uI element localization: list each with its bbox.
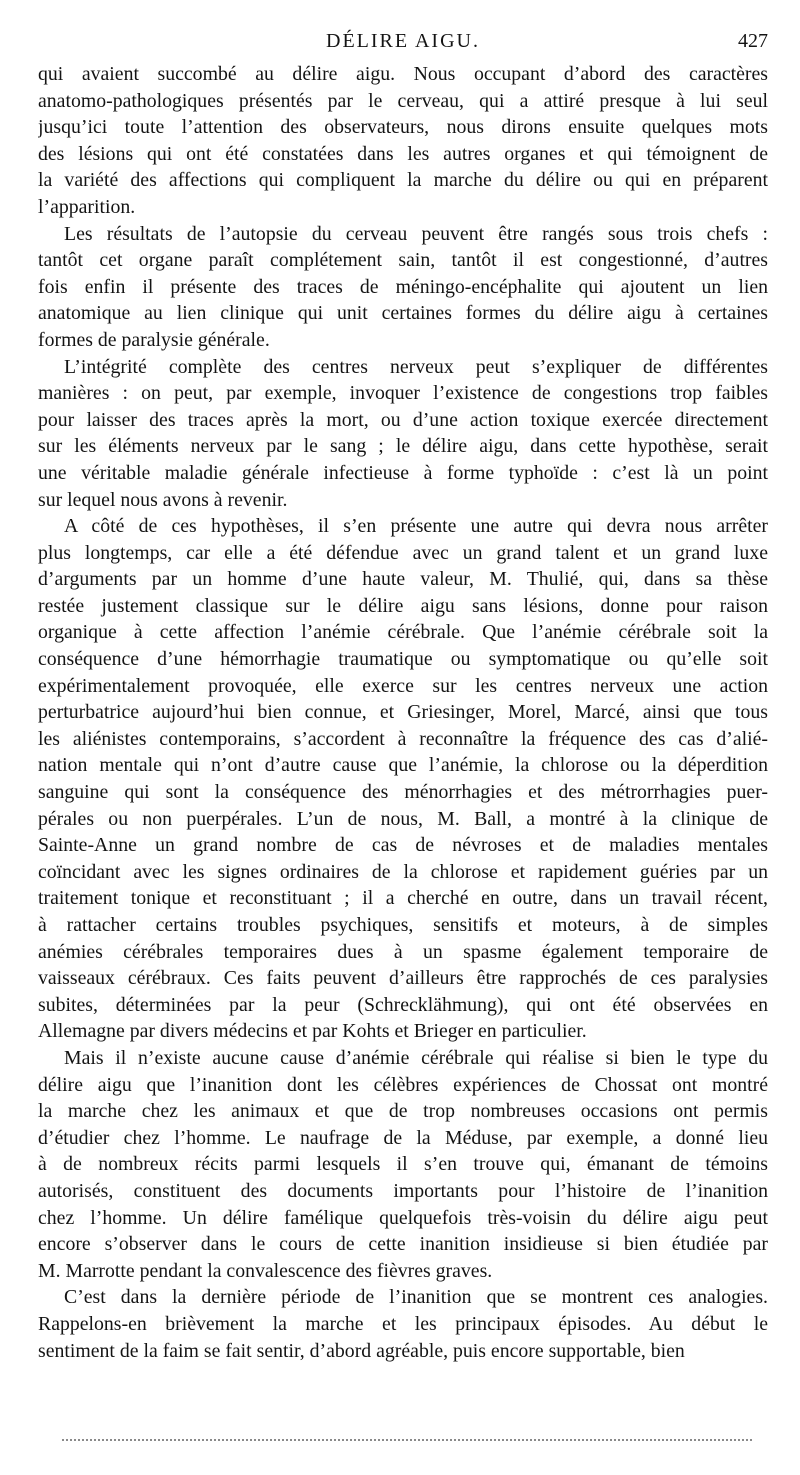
text-line: anatomo-pathologiques présentés par le cerveau, qui a attiré presque à lui seul <box>38 89 768 112</box>
text-line: à de nombreux récits parmi lesquels il s’en trouve qui, émanant de témoins <box>38 1153 768 1176</box>
page-number: 427 <box>738 30 768 52</box>
text-line: M. Marrotte pendant la convalescence des fièvres graves. <box>38 1259 493 1282</box>
text-line: subites, déterminées par la peur (Schrecklähmung), qui ont été observées en <box>38 993 768 1016</box>
text-line: chez l’homme. Un délire famélique quelquefois très-voisin du délire aigu peut <box>38 1206 768 1229</box>
text-line: anémies cérébrales temporaires dues à un spasme également temporaire de <box>38 940 768 963</box>
text-line: d’arguments par un homme d’une haute valeur, M. Thulié, qui, dans sa thèse <box>38 568 768 591</box>
text-line: organique à cette affection l’anémie cérébrale. Que l’anémie cérébrale soit la <box>38 621 768 644</box>
page-header <box>38 30 768 60</box>
text-line: restée justement classique sur le délire aigu sans lésions, donne pour raison <box>38 594 768 617</box>
text-line: des lésions qui ont été constatées dans les autres organes et qui témoignent de <box>38 142 768 165</box>
text-line: d’étudier chez l’homme. Le naufrage de la Méduse, par exemple, a donné lieu <box>38 1126 768 1149</box>
text-line: expérimentalement provoquée, elle exerce sur les centres nerveux une action <box>38 674 768 697</box>
text-line: pour laisser des traces après la mort, ou d’une action toxique exercée directement <box>38 408 768 431</box>
text-line: une véritable maladie générale infectieuse à forme typhoïde : c’est là un point <box>38 461 768 484</box>
text-line: plus longtemps, car elle a été défendue avec un grand talent et un grand luxe <box>38 541 768 564</box>
text-line: fois enfin il présente des traces de méningo-encéphalite qui ajoutent un lien <box>38 275 768 298</box>
text-line: pérales ou non puerpérales. L’un de nous, M. Ball, a montré à la clinique de <box>38 807 768 830</box>
text-line: manières : on peut, par exemple, invoquer l’existence de congestions trop faibles <box>38 382 768 405</box>
text-line: Allemagne par divers médecins et par Kohts et Brieger en particulier. <box>38 1020 587 1043</box>
text-line: conséquence d’une hémorrhagie traumatique ou symptomatique ou qu’elle soit <box>38 648 768 671</box>
text-line: sur les éléments nerveux par le sang ; le délire aigu, dans cette hypothèse, serait <box>38 435 768 458</box>
text-line: la marche chez les animaux et que de trop nombreuses occasions ont permis <box>38 1100 768 1123</box>
text-line: Les résultats de l’autopsie du cerveau peuvent être rangés sous trois chefs : <box>64 222 768 245</box>
running-title: DÉLIRE AIGU. <box>326 30 480 52</box>
text-line: délire aigu que l’inanition dont les célèbres expériences de Chossat ont montré <box>38 1073 768 1096</box>
text-line: vaisseaux cérébraux. Ces faits peuvent d’ailleurs être rapprochés de ces paralysies <box>38 967 768 990</box>
text-line: Sainte-Anne un grand nombre de cas de névroses et de maladies mentales <box>38 834 768 857</box>
text-line: l’apparition. <box>38 195 136 218</box>
body-text <box>38 61 768 1364</box>
text-line: les aliénistes contemporains, s’accordent à reconnaître la fréquence des cas d’alié- <box>38 727 768 750</box>
text-line: Mais il n’existe aucune cause d’anémie cérébrale qui réalise si bien le type du <box>64 1046 768 1069</box>
text-line: tantôt cet organe paraît complétement sain, tantôt il est congestionné, d’autres <box>38 249 768 272</box>
text-line: qui avaient succombé au délire aigu. Nous occupant d’abord des caractères <box>38 63 768 85</box>
text-line: Rappelons-en brièvement la marche et les principaux épisodes. Au début le <box>38 1312 768 1335</box>
text-line: A côté de ces hypothèses, il s’en présente une autre qui devra nous arrêter <box>64 515 768 538</box>
text-line: coïncidant avec les signes ordinaires de la chlorose et rapidement guéries par un <box>38 860 768 883</box>
text-line: C’est dans la dernière période de l’inanition que se montrent ces analogies. <box>64 1286 768 1309</box>
text-line: traitement tonique et reconstituant ; il a cherché en outre, dans un travail récent, <box>38 887 768 910</box>
text-line: sur lequel nous avons à revenir. <box>38 488 288 511</box>
text-line: la variété des affections qui compliquent la marche du délire ou qui en préparent <box>38 169 768 192</box>
text-line: sentiment de la faim se fait sentir, d’abord agréable, puis encore supportable, bien <box>38 1339 685 1362</box>
text-line: autorisés, constituent des documents importants pour l’histoire de l’inanition <box>38 1179 768 1202</box>
text-line: nation mentale qui n’ont d’autre cause que l’anémie, la chlorose ou la déperdition <box>38 754 768 777</box>
text-line: perturbatrice aujourd’hui bien connue, et Griesinger, Morel, Marcé, ainsi que tous <box>38 701 768 724</box>
text-line: à rattacher certains troubles psychiques, sensitifs et moteurs, à de simples <box>38 914 768 936</box>
footer-rule <box>62 1439 752 1441</box>
text-line: L’intégrité complète des centres nerveux peut s’expliquer de différentes <box>64 355 768 378</box>
text-line: jusqu’ici toute l’attention des observateurs, nous dirons ensuite quelques mots <box>38 116 768 139</box>
text-line: sanguine qui sont la conséquence des ménorrhagies et des métrorrhagies puer- <box>38 781 768 804</box>
text-line: formes de paralysie générale. <box>38 328 270 351</box>
text-line: encore s’observer dans le cours de cette inanition insidieuse si bien étudiée par <box>38 1233 768 1256</box>
text-line: anatomique au lien clinique qui unit certaines formes du délire aigu à certaines <box>38 302 768 325</box>
